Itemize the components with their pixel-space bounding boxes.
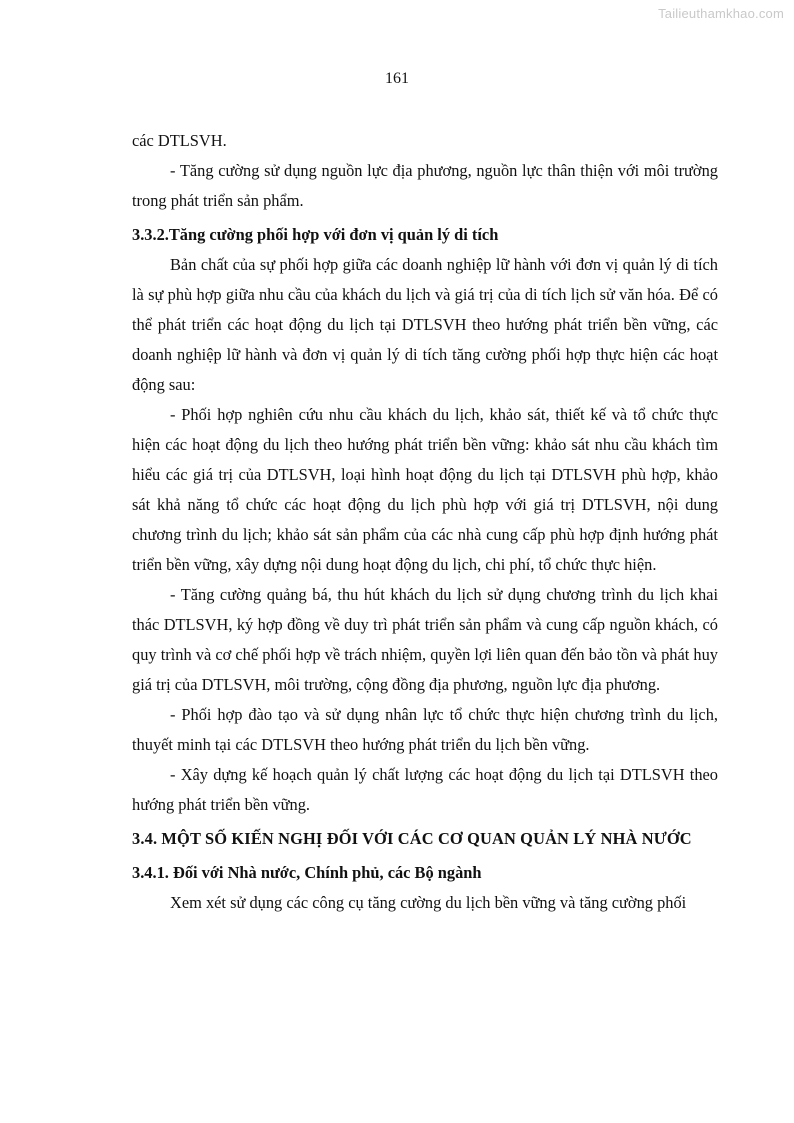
- watermark: Tailieuthamkhao.com: [658, 6, 784, 21]
- document-body: [132, 126, 718, 918]
- paragraph: các DTLSVH.: [132, 131, 227, 150]
- paragraph: Xem xét sử dụng các công cụ tăng cường du lịch bền vững và tăng cường phối: [170, 893, 687, 912]
- paragraph: Bản chất của sự phối hợp giữa các doanh nghiệp lữ hành với đơn vị quản lý di tích là sự phù hợp giữa nhu cầu của khách du lịch và giá trị của di tích lịch sử văn hóa. Để có thể phát triển các hoạt động du lịch tại DTLSVH theo hướng phát triển bền vững, các doanh nghiệp lữ hành và đơn vị quản lý di tích tăng cường phối hợp thực hiện các hoạt động sau:: [132, 255, 718, 394]
- paragraph: - Xây dựng kế hoạch quản lý chất lượng các hoạt động du lịch tại DTLSVH theo hướng phát triển bền vững.: [132, 765, 718, 814]
- paragraph: - Tăng cường quảng bá, thu hút khách du lịch sử dụng chương trình du lịch khai thác DTLSVH, ký hợp đồng về duy trì phát triển sản phẩm và cung cấp nguồn khách, có quy trình và cơ chế phối hợp về trách nhiệm, quyền lợi liên quan đến bảo tồn và phát huy giá trị của DTLSVH, môi trường, cộng đồng địa phương, nguồn lực địa phương.: [132, 585, 718, 694]
- section-heading: 3.4.1. Đối với Nhà nước, Chính phủ, các Bộ ngành: [132, 863, 482, 882]
- section-heading: 3.3.2.Tăng cường phối hợp với đơn vị quản lý di tích: [132, 225, 499, 244]
- paragraph: - Phối hợp đào tạo và sử dụng nhân lực tổ chức thực hiện chương trình du lịch, thuyết minh tại các DTLSVH theo hướng phát triển du lịch bền vững.: [132, 705, 718, 754]
- paragraph: - Phối hợp nghiên cứu nhu cầu khách du lịch, khảo sát, thiết kế và tổ chức thực hiện các hoạt động du lịch theo hướng phát triển bền vững: khảo sát nhu cầu khách tìm hiểu các giá trị của DTLSVH, loại hình hoạt động du lịch tại DTLSVH phù hợp, khảo sát khả năng tổ chức các hoạt động du lịch phù hợp với giá trị DTLSVH, nội dung chương trình du lịch; khảo sát sản phẩm của các nhà cung cấp phù hợp định hướng phát triển bền vững, xây dựng nội dung hoạt động du lịch, chi phí, tổ chức thực hiện.: [132, 405, 718, 574]
- chapter-heading: 3.4. MỘT SỐ KIẾN NGHỊ ĐỐI VỚI CÁC CƠ QUAN QUẢN LÝ NHÀ NƯỚC: [132, 829, 692, 848]
- page-number: 161: [385, 70, 409, 87]
- paragraph: - Tăng cường sử dụng nguồn lực địa phương, nguồn lực thân thiện với môi trường trong phát triển sản phẩm.: [132, 161, 718, 210]
